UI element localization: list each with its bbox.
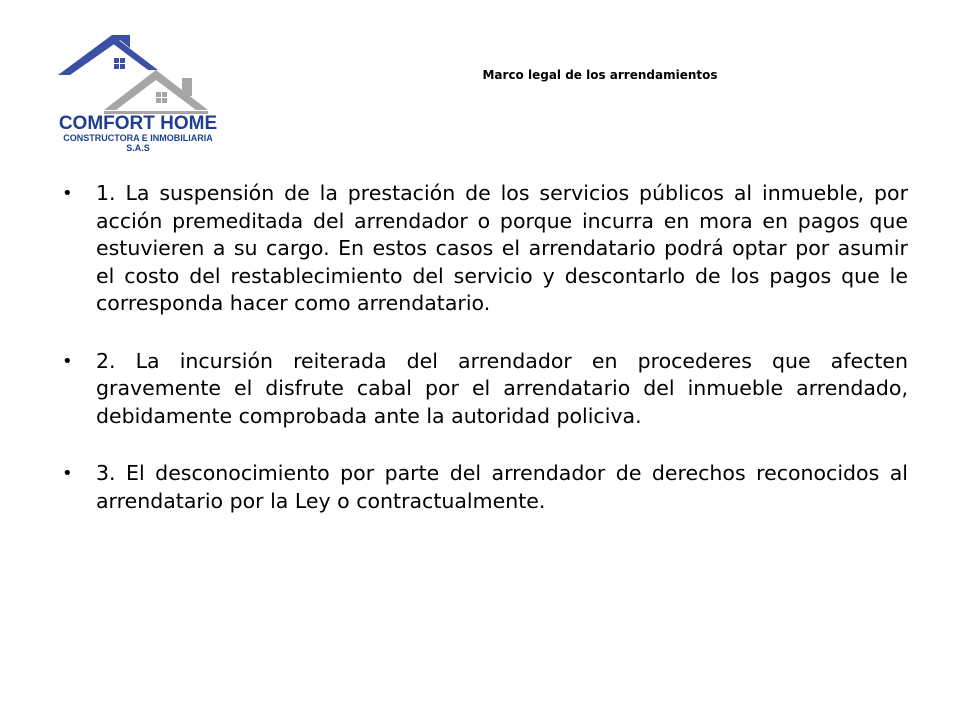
slide-title: Marco legal de los arrendamientos: [482, 68, 718, 82]
bullet-item-2: [60, 348, 908, 431]
bullet-marker: •: [62, 463, 73, 484]
bullet-text: 3. El desconocimiento por parte del arrendador de derechos reconocidos al arrendatario por la Ley o contractualmente.: [96, 461, 908, 513]
houses-logo-icon: [48, 30, 228, 120]
bullet-marker: •: [62, 350, 73, 372]
bullet-marker: •: [62, 183, 73, 204]
bullet-text: 1. La suspensión de la prestación de los servicios públicos al inmueble, por acción premeditada del arrendador o porque incurra en mora en pagos que estuvieren a su cargo. En estos casos el arrendatario podrá optar por asumir el costo del restablecimiento del servicio y descontarlo de los pagos que le corresponda hacer como arrendatario.: [96, 181, 908, 315]
bullet-list: [60, 180, 908, 545]
bullet-text: 2. La incursión reiterada del arrendador en procederes que afecten gravemente el disfrute cabal por el arrendatario del inmueble arrendado, debidamente comprobada ante la autoridad policiva.: [96, 348, 908, 428]
bullet-item-3: [60, 460, 908, 515]
logo-company-suffix: S.A.S: [126, 143, 150, 153]
logo-company-subtitle: CONSTRUCTORA E INMOBILIARIA: [63, 133, 213, 143]
company-logo: [48, 30, 228, 160]
logo-company-name: COMFORT HOME: [58, 113, 218, 134]
bullet-item-1: [60, 180, 908, 318]
